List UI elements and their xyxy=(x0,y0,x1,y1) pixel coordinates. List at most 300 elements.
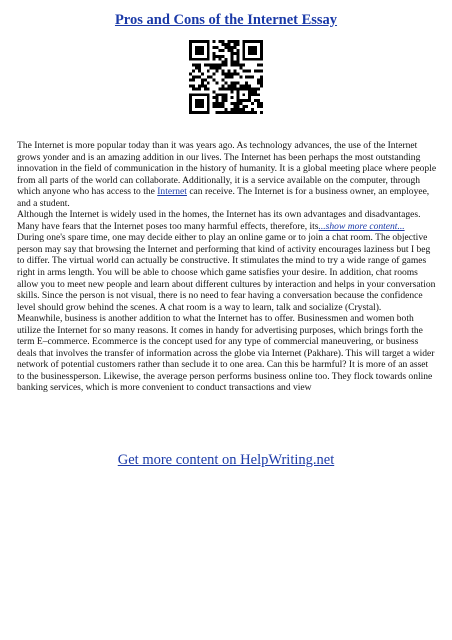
qr-module xyxy=(260,46,263,49)
qr-module xyxy=(233,64,236,67)
qr-module xyxy=(260,43,263,46)
qr-module xyxy=(198,52,201,55)
qr-module xyxy=(207,105,210,108)
qr-module xyxy=(189,52,192,55)
qr-module xyxy=(222,84,225,87)
qr-module xyxy=(207,96,210,99)
qr-module xyxy=(201,84,204,87)
qr-module xyxy=(216,99,219,102)
qr-module xyxy=(257,64,260,67)
qr-module xyxy=(192,64,195,67)
qr-module xyxy=(216,64,219,67)
qr-module xyxy=(201,40,204,43)
qr-module xyxy=(260,84,263,87)
qr-module xyxy=(207,43,210,46)
qr-module xyxy=(192,84,195,87)
qr-module xyxy=(230,49,233,52)
qr-module xyxy=(251,90,254,93)
qr-module xyxy=(201,46,204,49)
qr-module xyxy=(236,96,239,99)
qr-module xyxy=(257,78,260,81)
qr-module xyxy=(222,55,225,58)
qr-module xyxy=(216,102,219,105)
qr-module xyxy=(227,84,230,87)
qr-module xyxy=(239,102,242,105)
qr-module xyxy=(248,49,251,52)
qr-module xyxy=(245,58,248,61)
qr-module xyxy=(242,93,245,96)
qr-module xyxy=(233,87,236,90)
qr-module xyxy=(189,40,192,43)
qr-module xyxy=(233,105,236,108)
qr-module xyxy=(213,96,216,99)
qr-module xyxy=(201,111,204,114)
qr-module xyxy=(227,70,230,73)
qr-module xyxy=(248,90,251,93)
qr-module xyxy=(189,105,192,108)
qr-module xyxy=(257,105,260,108)
qr-module xyxy=(236,58,239,61)
qr-module xyxy=(230,84,233,87)
qr-module xyxy=(254,111,257,114)
qr-module xyxy=(260,111,263,114)
qr-module xyxy=(248,93,251,96)
qr-module xyxy=(230,55,233,58)
qr-module xyxy=(248,84,251,87)
qr-module xyxy=(222,40,225,43)
qr-module xyxy=(233,102,236,105)
qr-module xyxy=(207,52,210,55)
internet-link[interactable]: Internet xyxy=(157,186,187,198)
qr-module xyxy=(219,67,222,70)
qr-module xyxy=(219,93,222,96)
qr-module xyxy=(233,61,236,64)
qr-module xyxy=(242,70,245,73)
qr-module xyxy=(236,52,239,55)
qr-module xyxy=(207,93,210,96)
qr-module xyxy=(236,90,239,93)
qr-module xyxy=(260,81,263,84)
qr-module xyxy=(236,40,239,43)
qr-module xyxy=(210,64,213,67)
qr-module xyxy=(192,93,195,96)
qr-module xyxy=(189,99,192,102)
qr-module xyxy=(225,111,228,114)
qr-module xyxy=(230,87,233,90)
qr-module xyxy=(204,40,207,43)
qr-module xyxy=(219,102,222,105)
qr-module xyxy=(204,111,207,114)
qr-module xyxy=(195,49,198,52)
qr-module xyxy=(248,52,251,55)
qr-module xyxy=(242,111,245,114)
qr-module xyxy=(260,55,263,58)
qr-module xyxy=(227,73,230,76)
qr-module xyxy=(239,87,242,90)
qr-module xyxy=(201,102,204,105)
qr-module xyxy=(222,73,225,76)
qr-module xyxy=(254,58,257,61)
qr-module xyxy=(245,70,248,73)
qr-module xyxy=(198,99,201,102)
qr-module xyxy=(219,55,222,58)
qr-module xyxy=(260,78,263,81)
qr-module xyxy=(216,111,219,114)
qr-module xyxy=(233,84,236,87)
qr-module xyxy=(213,67,216,70)
qr-module xyxy=(195,46,198,49)
qr-module xyxy=(210,76,213,79)
qr-module xyxy=(236,81,239,84)
qr-module xyxy=(230,61,233,64)
qr-module xyxy=(195,102,198,105)
qr-module xyxy=(207,49,210,52)
qr-module xyxy=(242,55,245,58)
qr-module xyxy=(195,105,198,108)
qr-module xyxy=(222,87,225,90)
qr-module xyxy=(257,93,260,96)
qr-module xyxy=(198,93,201,96)
qr-module xyxy=(236,43,239,46)
qr-module xyxy=(198,84,201,87)
qr-module xyxy=(213,40,216,43)
qr-module xyxy=(201,93,204,96)
qr-module xyxy=(198,46,201,49)
qr-module xyxy=(195,64,198,67)
qr-module xyxy=(245,84,248,87)
paragraph-games-chat: During one's spare time, one may decide either to play an online game or to join a chat room. The objective person may say that browsing the Internet and performing that kind of activity encourages laziness but I beg to differ. The virtual world can actually be constructive. It stimulates the mind to try a wide range of games right in arms length. You will be able to choose which game satisfies your desire. In addition, chat rooms allow you to meet new people and learn about different cultures by interaction and helps in your conversation skills. Since the person is not visual, there is no need to fear having a conversation because the confidence level should grow behind the scenes. A chat room is a way to learn, talk and socialize (Crystal). xyxy=(17,232,436,313)
qr-module xyxy=(236,105,239,108)
qr-module xyxy=(236,61,239,64)
qr-module xyxy=(230,40,233,43)
qr-module xyxy=(216,70,219,73)
qr-module xyxy=(245,99,248,102)
qr-code-icon[interactable] xyxy=(189,40,263,114)
qr-module xyxy=(207,58,210,61)
qr-module xyxy=(242,58,245,61)
qr-module xyxy=(222,93,225,96)
qr-module xyxy=(207,81,210,84)
qr-module xyxy=(195,87,198,90)
qr-module xyxy=(260,58,263,61)
qr-module xyxy=(233,52,236,55)
paragraph-intro-text-end: can receive. The Internet is for a business owner, an employee, and a student. xyxy=(17,186,430,209)
qr-module xyxy=(227,46,230,49)
paragraph-advantages xyxy=(17,209,437,232)
qr-module xyxy=(198,76,201,79)
qr-module xyxy=(254,87,257,90)
qr-module xyxy=(248,99,251,102)
qr-module xyxy=(257,40,260,43)
qr-module xyxy=(198,87,201,90)
qr-module xyxy=(201,105,204,108)
qr-module xyxy=(242,46,245,49)
qr-module xyxy=(189,108,192,111)
qr-module xyxy=(216,55,219,58)
qr-module xyxy=(219,64,222,67)
qr-module xyxy=(201,78,204,81)
qr-module xyxy=(242,40,245,43)
qr-module xyxy=(189,84,192,87)
qr-module xyxy=(257,87,260,90)
qr-module xyxy=(207,40,210,43)
qr-module xyxy=(251,102,254,105)
qr-module xyxy=(201,99,204,102)
qr-module xyxy=(198,58,201,61)
qr-module xyxy=(222,96,225,99)
qr-module xyxy=(201,52,204,55)
qr-module xyxy=(195,99,198,102)
qr-module xyxy=(257,81,260,84)
qr-module xyxy=(248,87,251,90)
qr-module xyxy=(233,73,236,76)
qr-module xyxy=(198,67,201,70)
qr-module xyxy=(222,78,225,81)
qr-module xyxy=(207,76,210,79)
qr-module xyxy=(257,70,260,73)
qr-module xyxy=(233,46,236,49)
qr-module xyxy=(213,102,216,105)
qr-module xyxy=(204,78,207,81)
qr-module xyxy=(230,81,233,84)
qr-module xyxy=(242,99,245,102)
qr-module xyxy=(189,49,192,52)
qr-module xyxy=(189,58,192,61)
qr-module xyxy=(227,111,230,114)
qr-module xyxy=(213,46,216,49)
qr-module xyxy=(225,46,228,49)
qr-module xyxy=(230,46,233,49)
qr-module xyxy=(192,58,195,61)
qr-module xyxy=(201,73,204,76)
qr-module xyxy=(242,84,245,87)
qr-module xyxy=(260,49,263,52)
qr-module xyxy=(198,105,201,108)
qr-module xyxy=(248,70,251,73)
qr-module xyxy=(192,70,195,73)
qr-module xyxy=(225,96,228,99)
qr-module xyxy=(254,52,257,55)
qr-module xyxy=(230,52,233,55)
qr-module xyxy=(257,99,260,102)
qr-module xyxy=(198,49,201,52)
qr-module xyxy=(245,87,248,90)
qr-module xyxy=(213,55,216,58)
qr-module xyxy=(248,58,251,61)
qr-module xyxy=(260,76,263,79)
qr-module xyxy=(236,111,239,114)
qr-module xyxy=(192,76,195,79)
qr-module xyxy=(225,73,228,76)
essay-body xyxy=(17,140,437,394)
qr-module xyxy=(251,87,254,90)
qr-module xyxy=(251,49,254,52)
qr-module xyxy=(204,87,207,90)
qr-module xyxy=(245,76,248,79)
qr-module xyxy=(207,99,210,102)
qr-module xyxy=(213,105,216,108)
qr-module xyxy=(236,102,239,105)
qr-module xyxy=(216,67,219,70)
qr-module xyxy=(207,55,210,58)
qr-module xyxy=(222,70,225,73)
qr-module xyxy=(239,99,242,102)
qr-module xyxy=(254,93,257,96)
paragraph-intro xyxy=(17,140,437,209)
qr-module xyxy=(230,108,233,111)
qr-module xyxy=(225,58,228,61)
qr-module xyxy=(251,46,254,49)
qr-module xyxy=(230,90,233,93)
qr-module xyxy=(207,102,210,105)
qr-module xyxy=(189,111,192,114)
qr-module xyxy=(213,78,216,81)
qr-module xyxy=(242,108,245,111)
qr-module xyxy=(236,93,239,96)
qr-module xyxy=(239,111,242,114)
qr-module xyxy=(251,52,254,55)
qr-module xyxy=(225,61,228,64)
qr-module xyxy=(260,102,263,105)
qr-module xyxy=(239,76,242,79)
qr-module xyxy=(204,58,207,61)
qr-module xyxy=(242,87,245,90)
qr-module xyxy=(225,76,228,79)
qr-module xyxy=(248,111,251,114)
qr-module xyxy=(251,93,254,96)
qr-module xyxy=(233,81,236,84)
qr-module xyxy=(198,40,201,43)
qr-module xyxy=(225,64,228,67)
qr-module xyxy=(189,43,192,46)
qr-module xyxy=(242,105,245,108)
qr-module xyxy=(189,73,192,76)
qr-module xyxy=(254,49,257,52)
qr-module xyxy=(233,40,236,43)
qr-module xyxy=(233,108,236,111)
qr-module xyxy=(219,105,222,108)
qr-module xyxy=(236,55,239,58)
qr-module xyxy=(242,43,245,46)
qr-module xyxy=(189,78,192,81)
qr-module xyxy=(204,93,207,96)
show-more-link[interactable]: ...show more content... xyxy=(318,220,405,232)
qr-module xyxy=(236,108,239,111)
qr-module xyxy=(219,87,222,90)
qr-module xyxy=(207,87,210,90)
qr-module xyxy=(236,73,239,76)
qr-module xyxy=(248,40,251,43)
qr-module xyxy=(225,108,228,111)
qr-module xyxy=(195,93,198,96)
qr-module xyxy=(245,105,248,108)
qr-module xyxy=(230,58,233,61)
qr-module xyxy=(239,108,242,111)
qr-module xyxy=(216,93,219,96)
qr-module xyxy=(251,108,254,111)
qr-module xyxy=(192,78,195,81)
qr-module xyxy=(195,76,198,79)
qr-module xyxy=(207,64,210,67)
qr-module xyxy=(204,64,207,67)
qr-module xyxy=(257,58,260,61)
qr-module xyxy=(225,81,228,84)
qr-module xyxy=(248,96,251,99)
paragraph-advantages-text: Although the Internet is widely used in the homes, the Internet has its own advantages and disadvantages. Many have fears that the Internet poses too many harmful effects, therefore, its xyxy=(17,209,421,232)
qr-module xyxy=(219,49,222,52)
qr-module xyxy=(195,58,198,61)
qr-module xyxy=(201,81,204,84)
qr-module xyxy=(192,40,195,43)
qr-module xyxy=(233,70,236,73)
qr-module xyxy=(251,40,254,43)
qr-module xyxy=(216,46,219,49)
qr-module xyxy=(254,99,257,102)
qr-module xyxy=(207,108,210,111)
qr-module xyxy=(248,46,251,49)
qr-module xyxy=(245,111,248,114)
qr-module xyxy=(225,87,228,90)
qr-module xyxy=(242,49,245,52)
qr-module xyxy=(222,61,225,64)
qr-module xyxy=(251,111,254,114)
qr-module xyxy=(225,43,228,46)
qr-module xyxy=(230,76,233,79)
qr-module xyxy=(219,58,222,61)
qr-module xyxy=(189,46,192,49)
qr-module xyxy=(239,64,242,67)
qr-code-graphic xyxy=(189,40,263,114)
qr-module xyxy=(222,99,225,102)
paragraph-intro-text: The Internet is more popular today than it was years ago. As technology advances, the use of the Internet grows yonder and is an amazing addition in our lives. The Internet has been perhaps the most outstanding innovation in the field of communication in the history of humanity. It is a global meeting place where people from all parts of the world can collaborate. Additionally, it is a service available on the computer, through which anyone who has access to the xyxy=(17,140,437,198)
qr-module xyxy=(239,84,242,87)
qr-module xyxy=(230,102,233,105)
qr-module xyxy=(210,67,213,70)
qr-module xyxy=(251,58,254,61)
qr-module xyxy=(260,64,263,67)
qr-module xyxy=(213,58,216,61)
qr-module xyxy=(204,84,207,87)
qr-module xyxy=(254,40,257,43)
qr-module xyxy=(222,105,225,108)
qr-module xyxy=(216,81,219,84)
qr-module xyxy=(219,40,222,43)
qr-module xyxy=(189,102,192,105)
qr-module xyxy=(189,55,192,58)
qr-module xyxy=(198,64,201,67)
qr-module xyxy=(260,40,263,43)
qr-module xyxy=(213,64,216,67)
qr-module xyxy=(207,70,210,73)
qr-module xyxy=(222,111,225,114)
qr-module xyxy=(222,64,225,67)
qr-module xyxy=(254,46,257,49)
qr-module xyxy=(213,52,216,55)
qr-module xyxy=(233,111,236,114)
qr-module xyxy=(254,90,257,93)
qr-module xyxy=(236,99,239,102)
paragraph-business: Meanwhile, business is another addition to what the Internet has to offer. Businessmen and women both utilize the Internet for so many reasons. It comes in handy for advertising purposes, which brings forth the term E–commerce. Ecommerce is the concept used for any type of commercial maneuvering, or business deals that involves the transfer of information across the globe via Internet (Pakhare). This will target a wider network of potential customers rather than seclude it to one area. Can this be harmful? It is more of an asset to the businessperson. Likewise, the average person performs business online too. They flock towards online banking services, which is more convenient to conduct transactions and view xyxy=(17,313,435,394)
helpwriting-link[interactable]: Get more content on HelpWriting.net xyxy=(117,452,335,468)
qr-module xyxy=(198,70,201,73)
qr-module xyxy=(225,99,228,102)
qr-module xyxy=(216,105,219,108)
qr-module xyxy=(213,90,216,93)
qr-module xyxy=(227,40,230,43)
qr-module xyxy=(239,67,242,70)
qr-module xyxy=(245,81,248,84)
qr-module xyxy=(189,96,192,99)
